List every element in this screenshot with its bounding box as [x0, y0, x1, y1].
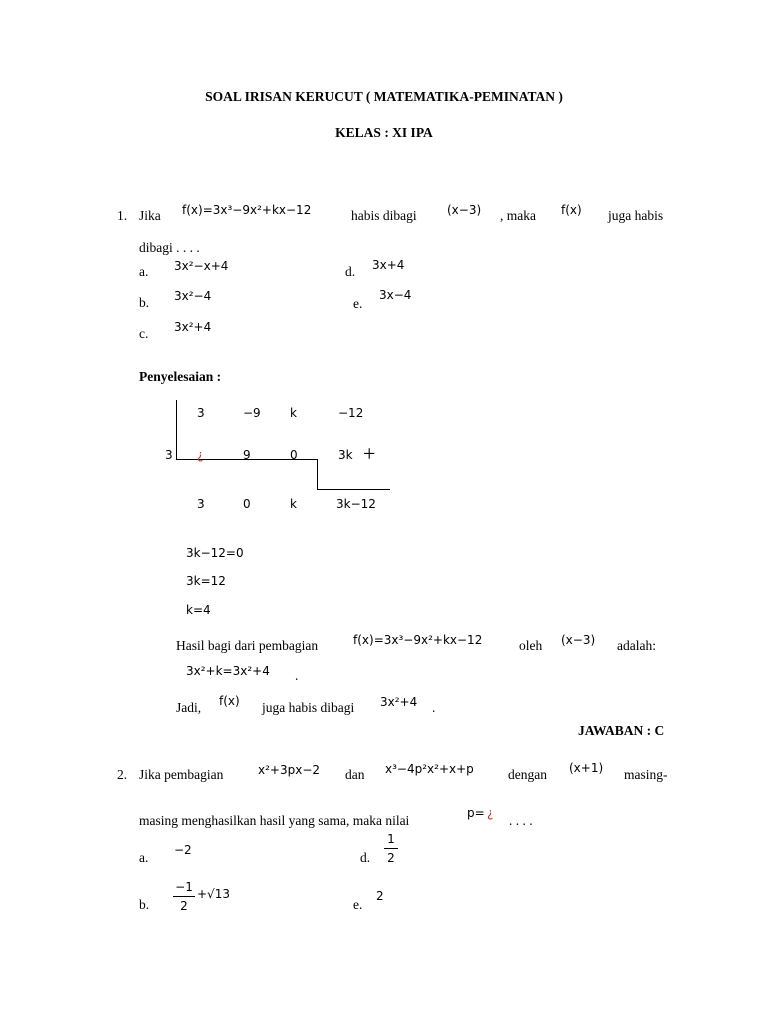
- q1-dibagi: dibagi . . . .: [139, 240, 200, 255]
- q1-option-e-label: e.: [353, 296, 363, 311]
- sum-bracket-horizontal: [317, 489, 390, 490]
- page-title: SOAL IRISAN KERUCUT ( MATEMATIKA-PEMINATAN ): [205, 89, 563, 104]
- step-2: 3k=12: [186, 574, 226, 588]
- q2-option-b-denominator: 2: [180, 899, 188, 913]
- q2-option-a-value: −2: [174, 843, 192, 857]
- q2-option-d-denominator: 2: [387, 851, 395, 865]
- q2-option-e-value: 2: [376, 889, 384, 903]
- row2-value-4: 3k: [338, 448, 353, 462]
- q2-option-b-fraction: [173, 880, 195, 913]
- q1-fx: f(x): [561, 203, 582, 217]
- oleh-divisor: (x−3): [561, 633, 596, 647]
- q1-habis-dibagi: habis dibagi: [351, 208, 417, 223]
- result-equation: 3x²+k=3x²+4: [186, 664, 270, 678]
- q1-juga-habis: juga habis: [608, 208, 664, 223]
- plus-sign: +: [363, 441, 376, 466]
- q2-number: 2.: [117, 767, 128, 782]
- q2-divisor: (x+1): [569, 761, 604, 775]
- sum-bracket-vertical: [317, 459, 318, 489]
- answer-label: JAWABAN : C: [578, 723, 665, 738]
- row1-coef-4: −12: [338, 406, 364, 420]
- row3-result-1: 3: [197, 497, 205, 511]
- q2-p-marker: ¿: [487, 806, 494, 820]
- q1-option-b-label: b.: [139, 295, 150, 310]
- jadi-text: Jadi,: [176, 700, 202, 715]
- solution-heading: Penyelesaian :: [139, 369, 222, 384]
- jadi-fx: f(x): [219, 694, 240, 708]
- q1-option-c-label: c.: [139, 326, 149, 341]
- row3-result-4: 3k−12: [336, 497, 376, 511]
- row1-coef-2: −9: [243, 406, 261, 420]
- q1-option-a-value: 3x²−x+4: [174, 259, 229, 273]
- row3-result-3: k: [290, 497, 297, 511]
- q2-option-b-sqrt: +√13: [197, 887, 230, 901]
- hasil-text: Hasil bagi dari pembagian: [176, 638, 319, 653]
- q2-line-2: masing menghasilkan hasil yang sama, maka nilai: [139, 813, 410, 828]
- jadi-dot: .: [432, 700, 436, 715]
- row2-value-1: ¿: [197, 448, 204, 462]
- q2-expression-2: x³−4p²x²+x+p: [385, 762, 474, 776]
- step-3: k=4: [186, 603, 211, 617]
- jadi-expression: 3x²+4: [380, 695, 418, 709]
- row2-value-2: 9: [243, 448, 251, 462]
- hasil-function: f(x)=3x³−9x²+kx−12: [353, 633, 483, 647]
- class-label: KELAS : XI IPA: [335, 125, 433, 140]
- q2-option-d-numerator: 1: [387, 832, 395, 846]
- q2-dots: . . . .: [509, 813, 533, 828]
- jadi-juga-habis: juga habis dibagi: [262, 700, 355, 715]
- q1-jika: Jika: [139, 208, 161, 223]
- q2-p-equals: p=: [467, 806, 485, 820]
- q2-option-d-label: d.: [360, 850, 371, 865]
- result-dot: .: [295, 668, 299, 683]
- q1-option-c-value: 3x²+4: [174, 320, 212, 334]
- row2-value-3: 0: [290, 448, 298, 462]
- q2-option-b-numerator: −1: [175, 880, 193, 894]
- q2-option-a-label: a.: [139, 850, 149, 865]
- row1-coef-1: 3: [197, 406, 205, 420]
- q1-option-e-value: 3x−4: [379, 288, 412, 302]
- q1-divisor: (x−3): [447, 203, 482, 217]
- row3-result-2: 0: [243, 497, 251, 511]
- q1-option-d-label: d.: [345, 264, 356, 279]
- q1-option-a-label: a.: [139, 264, 149, 279]
- q2-jika-pembagian: Jika pembagian: [139, 767, 224, 782]
- q1-option-b-value: 3x²−4: [174, 289, 212, 303]
- row1-coef-3: k: [290, 406, 297, 420]
- division-divisor: 3: [165, 448, 173, 462]
- q2-option-e-label: e.: [353, 897, 363, 912]
- q2-option-d-fraction: [384, 832, 398, 865]
- q2-dan: dan: [345, 767, 365, 782]
- q1-maka: , maka: [500, 208, 536, 223]
- division-vertical-line: [176, 400, 177, 460]
- q1-number: 1.: [117, 208, 128, 223]
- q2-expression-1: x²+3px−2: [258, 763, 321, 777]
- q2-masing: masing-: [624, 767, 668, 782]
- q2-dengan: dengan: [508, 767, 547, 782]
- q2-option-b-label: b.: [139, 897, 150, 912]
- step-1: 3k−12=0: [186, 546, 244, 560]
- oleh-text: oleh: [519, 638, 543, 653]
- q1-function-definition: f(x)=3x³−9x²+kx−12: [182, 203, 312, 217]
- adalah-text: adalah:: [617, 638, 656, 653]
- q1-option-d-value: 3x+4: [372, 258, 405, 272]
